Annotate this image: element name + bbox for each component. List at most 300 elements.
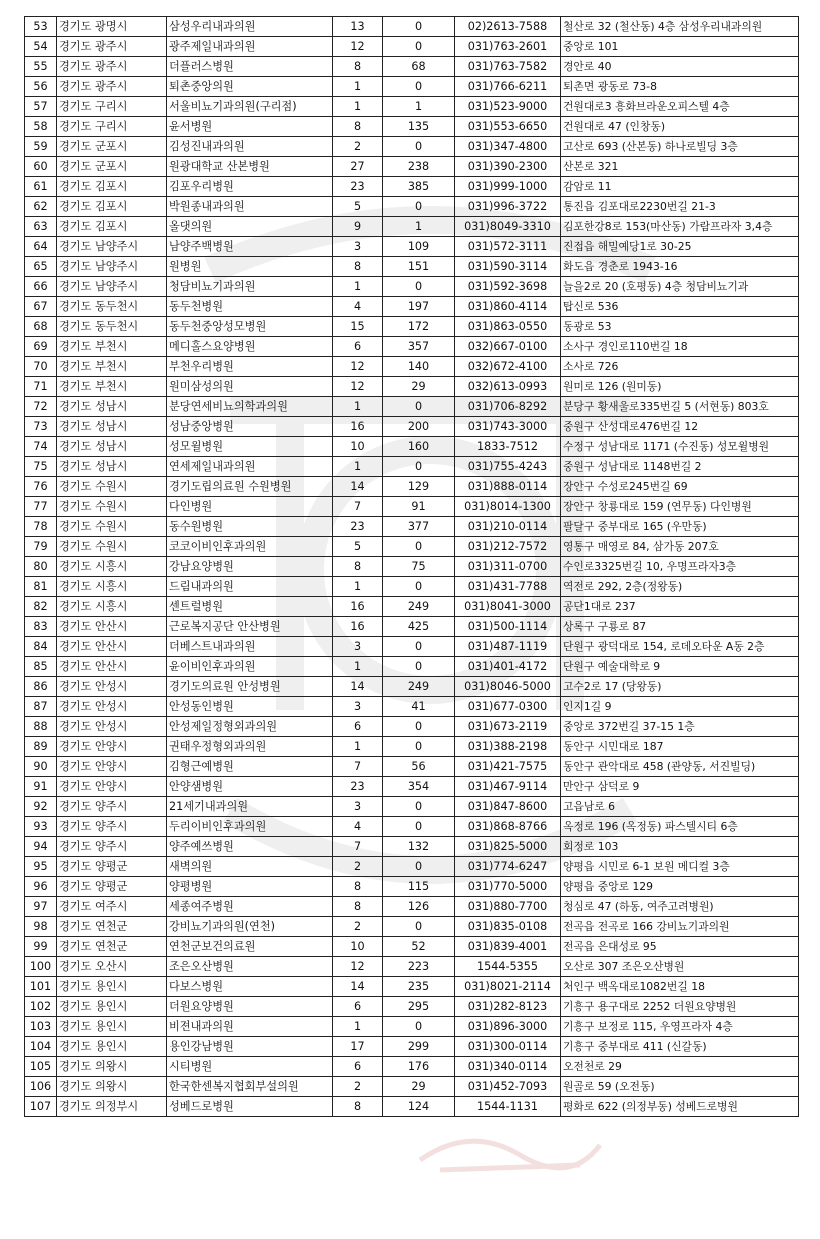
address-cell: 경안로 40 <box>561 57 799 77</box>
hospital-name-cell: 윤이비인후과의원 <box>167 657 333 677</box>
phone-cell: 1544-1131 <box>455 1097 561 1117</box>
region-cell: 경기도 김포시 <box>57 177 167 197</box>
beds-count-cell: 0 <box>383 17 455 37</box>
beds-count-cell: 151 <box>383 257 455 277</box>
doctors-count-cell: 12 <box>333 957 383 977</box>
hospital-name-cell: 청담비뇨기과의원 <box>167 277 333 297</box>
table-row <box>25 557 799 577</box>
row-number: 59 <box>25 137 57 157</box>
region-cell: 경기도 남양주시 <box>57 257 167 277</box>
phone-cell: 031)8021-2114 <box>455 977 561 997</box>
address-cell: 공단1대로 237 <box>561 597 799 617</box>
row-number: 67 <box>25 297 57 317</box>
row-number: 92 <box>25 797 57 817</box>
doctors-count-cell: 2 <box>333 857 383 877</box>
doctors-count-cell: 6 <box>333 997 383 1017</box>
row-number: 60 <box>25 157 57 177</box>
doctors-count-cell: 6 <box>333 717 383 737</box>
region-cell: 경기도 부천시 <box>57 357 167 377</box>
region-cell: 경기도 동두천시 <box>57 297 167 317</box>
address-cell: 오전천로 29 <box>561 1057 799 1077</box>
region-cell: 경기도 양주시 <box>57 817 167 837</box>
phone-cell: 031)996-3722 <box>455 197 561 217</box>
table-row <box>25 37 799 57</box>
beds-count-cell: 0 <box>383 797 455 817</box>
address-cell: 전곡읍 은대성로 95 <box>561 937 799 957</box>
region-cell: 경기도 광주시 <box>57 57 167 77</box>
phone-cell: 031)592-3698 <box>455 277 561 297</box>
hospital-name-cell: 양주예쓰병원 <box>167 837 333 857</box>
doctors-count-cell: 7 <box>333 837 383 857</box>
region-cell: 경기도 동두천시 <box>57 317 167 337</box>
beds-count-cell: 197 <box>383 297 455 317</box>
row-number: 107 <box>25 1097 57 1117</box>
hospital-name-cell: 안양샘병원 <box>167 777 333 797</box>
row-number: 101 <box>25 977 57 997</box>
table-row <box>25 317 799 337</box>
table-row <box>25 537 799 557</box>
hospital-name-cell: 광주제일내과의원 <box>167 37 333 57</box>
row-number: 73 <box>25 417 57 437</box>
region-cell: 경기도 부천시 <box>57 337 167 357</box>
row-number: 93 <box>25 817 57 837</box>
beds-count-cell: 172 <box>383 317 455 337</box>
phone-cell: 031)8046-5000 <box>455 677 561 697</box>
region-cell: 경기도 안산시 <box>57 657 167 677</box>
address-cell: 회정로 103 <box>561 837 799 857</box>
table-row <box>25 997 799 1017</box>
address-cell: 산본로 321 <box>561 157 799 177</box>
address-cell: 양평읍 시민로 6-1 보원 메디컬 3층 <box>561 857 799 877</box>
region-cell: 경기도 의왕시 <box>57 1057 167 1077</box>
doctors-count-cell: 6 <box>333 337 383 357</box>
address-cell: 소사로 726 <box>561 357 799 377</box>
row-number: 58 <box>25 117 57 137</box>
table-row <box>25 1077 799 1097</box>
hospital-name-cell: 시티병원 <box>167 1057 333 1077</box>
region-cell: 경기도 안양시 <box>57 757 167 777</box>
beds-count-cell: 425 <box>383 617 455 637</box>
doctors-count-cell: 27 <box>333 157 383 177</box>
row-number: 65 <box>25 257 57 277</box>
row-number: 104 <box>25 1037 57 1057</box>
address-cell: 탑신로 536 <box>561 297 799 317</box>
doctors-count-cell: 3 <box>333 797 383 817</box>
hospital-name-cell: 더베스트내과의원 <box>167 637 333 657</box>
region-cell: 경기도 구리시 <box>57 97 167 117</box>
hospital-name-cell: 김포우리병원 <box>167 177 333 197</box>
doctors-count-cell: 8 <box>333 897 383 917</box>
beds-count-cell: 75 <box>383 557 455 577</box>
table-row <box>25 357 799 377</box>
row-number: 85 <box>25 657 57 677</box>
beds-count-cell: 115 <box>383 877 455 897</box>
phone-cell: 031)868-8766 <box>455 817 561 837</box>
hospital-name-cell: 더원요양병원 <box>167 997 333 1017</box>
row-number: 94 <box>25 837 57 857</box>
phone-cell: 031)390-2300 <box>455 157 561 177</box>
doctors-count-cell: 10 <box>333 437 383 457</box>
phone-cell: 031)677-0300 <box>455 697 561 717</box>
address-cell: 고산로 693 (산본동) 하나로빌딩 3층 <box>561 137 799 157</box>
doctors-count-cell: 4 <box>333 297 383 317</box>
phone-cell: 1833-7512 <box>455 437 561 457</box>
address-cell: 수정구 성남대로 1171 (수진동) 성모윌병원 <box>561 437 799 457</box>
beds-count-cell: 0 <box>383 917 455 937</box>
table-row <box>25 297 799 317</box>
region-cell: 경기도 용인시 <box>57 977 167 997</box>
row-number: 55 <box>25 57 57 77</box>
row-number: 96 <box>25 877 57 897</box>
doctors-count-cell: 23 <box>333 177 383 197</box>
row-number: 56 <box>25 77 57 97</box>
region-cell: 경기도 시흥시 <box>57 597 167 617</box>
beds-count-cell: 0 <box>383 537 455 557</box>
beds-count-cell: 126 <box>383 897 455 917</box>
row-number: 76 <box>25 477 57 497</box>
phone-cell: 031)863-0550 <box>455 317 561 337</box>
address-cell: 동안구 시민대로 187 <box>561 737 799 757</box>
table-row <box>25 957 799 977</box>
phone-cell: 031)311-0700 <box>455 557 561 577</box>
phone-cell: 032)667-0100 <box>455 337 561 357</box>
row-number: 62 <box>25 197 57 217</box>
row-number: 88 <box>25 717 57 737</box>
beds-count-cell: 41 <box>383 697 455 717</box>
doctors-count-cell: 9 <box>333 217 383 237</box>
address-cell: 동안구 관악대로 458 (관양동, 서진빌딩) <box>561 757 799 777</box>
table-row <box>25 677 799 697</box>
region-cell: 경기도 용인시 <box>57 1037 167 1057</box>
doctors-count-cell: 14 <box>333 977 383 997</box>
region-cell: 경기도 성남시 <box>57 437 167 457</box>
table-row <box>25 777 799 797</box>
beds-count-cell: 132 <box>383 837 455 857</box>
beds-count-cell: 0 <box>383 1017 455 1037</box>
table-row <box>25 437 799 457</box>
address-cell: 옥정로 196 (옥정동) 파스텔시티 6층 <box>561 817 799 837</box>
doctors-count-cell: 1 <box>333 457 383 477</box>
address-cell: 원골로 59 (오전동) <box>561 1077 799 1097</box>
hospital-name-cell: 김형근예병원 <box>167 757 333 777</box>
region-cell: 경기도 양평군 <box>57 877 167 897</box>
row-number: 98 <box>25 917 57 937</box>
doctors-count-cell: 2 <box>333 917 383 937</box>
phone-cell: 031)401-4172 <box>455 657 561 677</box>
hospital-name-cell: 드림내과의원 <box>167 577 333 597</box>
phone-cell: 031)880-7700 <box>455 897 561 917</box>
row-number: 72 <box>25 397 57 417</box>
table-row <box>25 817 799 837</box>
hospital-name-cell: 용인강남병원 <box>167 1037 333 1057</box>
hospital-name-cell: 조은오산병원 <box>167 957 333 977</box>
table-row <box>25 1037 799 1057</box>
beds-count-cell: 140 <box>383 357 455 377</box>
doctors-count-cell: 1 <box>333 97 383 117</box>
phone-cell: 032)672-4100 <box>455 357 561 377</box>
beds-count-cell: 299 <box>383 1037 455 1057</box>
doctors-count-cell: 4 <box>333 817 383 837</box>
region-cell: 경기도 안산시 <box>57 637 167 657</box>
phone-cell: 031)212-7572 <box>455 537 561 557</box>
phone-cell: 031)467-9114 <box>455 777 561 797</box>
beds-count-cell: 0 <box>383 277 455 297</box>
table-row <box>25 917 799 937</box>
region-cell: 경기도 오산시 <box>57 957 167 977</box>
row-number: 106 <box>25 1077 57 1097</box>
beds-count-cell: 160 <box>383 437 455 457</box>
phone-cell: 031)8014-1300 <box>455 497 561 517</box>
region-cell: 경기도 수원시 <box>57 517 167 537</box>
hospital-name-cell: 다인병원 <box>167 497 333 517</box>
phone-cell: 031)860-4114 <box>455 297 561 317</box>
address-cell: 기흥구 중부대로 411 (신갈동) <box>561 1037 799 1057</box>
hospital-name-cell: 동두천중앙성모병원 <box>167 317 333 337</box>
row-number: 63 <box>25 217 57 237</box>
table-row <box>25 177 799 197</box>
region-cell: 경기도 김포시 <box>57 217 167 237</box>
row-number: 74 <box>25 437 57 457</box>
address-cell: 청심로 47 (하동, 여주고려병원) <box>561 897 799 917</box>
doctors-count-cell: 17 <box>333 1037 383 1057</box>
phone-cell: 031)673-2119 <box>455 717 561 737</box>
doctors-count-cell: 15 <box>333 317 383 337</box>
hospital-name-cell: 근로복지공단 안산병원 <box>167 617 333 637</box>
hospital-table <box>24 16 799 1117</box>
beds-count-cell: 29 <box>383 377 455 397</box>
beds-count-cell: 223 <box>383 957 455 977</box>
beds-count-cell: 235 <box>383 977 455 997</box>
address-cell: 퇴촌면 광동로 73-8 <box>561 77 799 97</box>
region-cell: 경기도 안산시 <box>57 617 167 637</box>
row-number: 75 <box>25 457 57 477</box>
region-cell: 경기도 용인시 <box>57 997 167 1017</box>
row-number: 103 <box>25 1017 57 1037</box>
stamp-mark <box>410 1120 610 1180</box>
address-cell: 장안구 창룡대로 159 (연무동) 다인병원 <box>561 497 799 517</box>
hospital-name-cell: 윤서병원 <box>167 117 333 137</box>
phone-cell: 1544-5355 <box>455 957 561 977</box>
region-cell: 경기도 양주시 <box>57 797 167 817</box>
address-cell: 중앙로 372번길 37-15 1층 <box>561 717 799 737</box>
row-number: 77 <box>25 497 57 517</box>
beds-count-cell: 29 <box>383 1077 455 1097</box>
phone-cell: 031)572-3111 <box>455 237 561 257</box>
doctors-count-cell: 1 <box>333 277 383 297</box>
hospital-name-cell: 연천군보건의료원 <box>167 937 333 957</box>
phone-cell: 032)613-0993 <box>455 377 561 397</box>
address-cell: 늘을2로 20 (호평동) 4층 청담비뇨기과 <box>561 277 799 297</box>
beds-count-cell: 0 <box>383 577 455 597</box>
region-cell: 경기도 광주시 <box>57 37 167 57</box>
hospital-name-cell: 양평병원 <box>167 877 333 897</box>
region-cell: 경기도 성남시 <box>57 457 167 477</box>
beds-count-cell: 68 <box>383 57 455 77</box>
hospital-name-cell: 동수원병원 <box>167 517 333 537</box>
hospital-name-cell: 분당연세비뇨의학과의원 <box>167 397 333 417</box>
beds-count-cell: 129 <box>383 477 455 497</box>
phone-cell: 031)421-7575 <box>455 757 561 777</box>
table-row <box>25 657 799 677</box>
table-row <box>25 237 799 257</box>
address-cell: 감암로 11 <box>561 177 799 197</box>
doctors-count-cell: 1 <box>333 737 383 757</box>
hospital-name-cell: 더플러스병원 <box>167 57 333 77</box>
phone-cell: 031)523-9000 <box>455 97 561 117</box>
doctors-count-cell: 8 <box>333 57 383 77</box>
beds-count-cell: 0 <box>383 37 455 57</box>
table-row <box>25 977 799 997</box>
region-cell: 경기도 여주시 <box>57 897 167 917</box>
table-row <box>25 417 799 437</box>
row-number: 66 <box>25 277 57 297</box>
row-number: 90 <box>25 757 57 777</box>
hospital-name-cell: 두리이비인후과의원 <box>167 817 333 837</box>
doctors-count-cell: 7 <box>333 497 383 517</box>
table-row <box>25 217 799 237</box>
table-row <box>25 497 799 517</box>
hospital-name-cell: 성베드로병원 <box>167 1097 333 1117</box>
beds-count-cell: 91 <box>383 497 455 517</box>
beds-count-cell: 0 <box>383 717 455 737</box>
hospital-name-cell: 경기도의료원 안성병원 <box>167 677 333 697</box>
beds-count-cell: 0 <box>383 77 455 97</box>
doctors-count-cell: 14 <box>333 477 383 497</box>
table-row <box>25 897 799 917</box>
table-row <box>25 937 799 957</box>
doctors-count-cell: 8 <box>333 257 383 277</box>
phone-cell: 031)774-6247 <box>455 857 561 877</box>
row-number: 89 <box>25 737 57 757</box>
address-cell: 김포한강8로 153(마산동) 가람프라자 3,4층 <box>561 217 799 237</box>
region-cell: 경기도 남양주시 <box>57 277 167 297</box>
phone-cell: 031)825-5000 <box>455 837 561 857</box>
phone-cell: 031)452-7093 <box>455 1077 561 1097</box>
region-cell: 경기도 광주시 <box>57 77 167 97</box>
beds-count-cell: 1 <box>383 97 455 117</box>
region-cell: 경기도 양평군 <box>57 857 167 877</box>
table-row <box>25 117 799 137</box>
hospital-name-cell: 비젼내과의원 <box>167 1017 333 1037</box>
hospital-name-cell: 서울비뇨기과의원(구리점) <box>167 97 333 117</box>
region-cell: 경기도 의왕시 <box>57 1077 167 1097</box>
beds-count-cell: 0 <box>383 737 455 757</box>
table-row <box>25 377 799 397</box>
beds-count-cell: 176 <box>383 1057 455 1077</box>
region-cell: 경기도 안양시 <box>57 777 167 797</box>
beds-count-cell: 1 <box>383 217 455 237</box>
region-cell: 경기도 남양주시 <box>57 237 167 257</box>
address-cell: 고읍남로 6 <box>561 797 799 817</box>
phone-cell: 02)2613-7588 <box>455 17 561 37</box>
doctors-count-cell: 1 <box>333 397 383 417</box>
hospital-name-cell: 부천우리병원 <box>167 357 333 377</box>
doctors-count-cell: 12 <box>333 377 383 397</box>
region-cell: 경기도 의정부시 <box>57 1097 167 1117</box>
hospital-name-cell: 김성진내과의원 <box>167 137 333 157</box>
doctors-count-cell: 7 <box>333 757 383 777</box>
table-row <box>25 197 799 217</box>
hospital-name-cell: 박원종내과의원 <box>167 197 333 217</box>
hospital-name-cell: 동두천병원 <box>167 297 333 317</box>
address-cell: 중원구 산성대로476번길 12 <box>561 417 799 437</box>
address-cell: 역전로 292, 2층(정왕동) <box>561 577 799 597</box>
row-number: 102 <box>25 997 57 1017</box>
doctors-count-cell: 8 <box>333 557 383 577</box>
address-cell: 양평읍 중앙로 129 <box>561 877 799 897</box>
address-cell: 건원대로3 흥화브라운오피스텔 4층 <box>561 97 799 117</box>
phone-cell: 031)300-0114 <box>455 1037 561 1057</box>
table-row <box>25 717 799 737</box>
phone-cell: 031)763-2601 <box>455 37 561 57</box>
address-cell: 기흥구 용구대로 2252 더원요양병원 <box>561 997 799 1017</box>
address-cell: 동광로 53 <box>561 317 799 337</box>
phone-cell: 031)553-6650 <box>455 117 561 137</box>
row-number: 95 <box>25 857 57 877</box>
region-cell: 경기도 김포시 <box>57 197 167 217</box>
doctors-count-cell: 1 <box>333 657 383 677</box>
row-number: 79 <box>25 537 57 557</box>
doctors-count-cell: 1 <box>333 577 383 597</box>
table-row <box>25 517 799 537</box>
beds-count-cell: 295 <box>383 997 455 1017</box>
table-row <box>25 597 799 617</box>
hospital-name-cell: 성남중앙병원 <box>167 417 333 437</box>
beds-count-cell: 135 <box>383 117 455 137</box>
phone-cell: 031)999-1000 <box>455 177 561 197</box>
address-cell: 진접읍 해밀예당1로 30-25 <box>561 237 799 257</box>
doctors-count-cell: 23 <box>333 517 383 537</box>
phone-cell: 031)706-8292 <box>455 397 561 417</box>
table-row <box>25 457 799 477</box>
region-cell: 경기도 용인시 <box>57 1017 167 1037</box>
row-number: 86 <box>25 677 57 697</box>
doctors-count-cell: 8 <box>333 877 383 897</box>
phone-cell: 031)340-0114 <box>455 1057 561 1077</box>
phone-cell: 031)487-1119 <box>455 637 561 657</box>
beds-count-cell: 109 <box>383 237 455 257</box>
region-cell: 경기도 연천군 <box>57 937 167 957</box>
doctors-count-cell: 23 <box>333 777 383 797</box>
address-cell: 기흥구 보정로 115, 우영프라자 4층 <box>561 1017 799 1037</box>
phone-cell: 031)210-0114 <box>455 517 561 537</box>
table-row <box>25 77 799 97</box>
row-number: 78 <box>25 517 57 537</box>
beds-count-cell: 0 <box>383 457 455 477</box>
phone-cell: 031)896-3000 <box>455 1017 561 1037</box>
hospital-name-cell: 남양주백병원 <box>167 237 333 257</box>
address-cell: 상록구 구룡로 87 <box>561 617 799 637</box>
address-cell: 단원구 광덕대로 154, 로데오타운 A동 2층 <box>561 637 799 657</box>
table-row <box>25 857 799 877</box>
doctors-count-cell: 12 <box>333 37 383 57</box>
hospital-name-cell: 삼성우리내과의원 <box>167 17 333 37</box>
beds-count-cell: 0 <box>383 657 455 677</box>
phone-cell: 031)388-2198 <box>455 737 561 757</box>
hospital-name-cell: 안성동인병원 <box>167 697 333 717</box>
row-number: 100 <box>25 957 57 977</box>
row-number: 53 <box>25 17 57 37</box>
doctors-count-cell: 5 <box>333 197 383 217</box>
address-cell: 인지1길 9 <box>561 697 799 717</box>
phone-cell: 031)888-0114 <box>455 477 561 497</box>
table-row <box>25 1097 799 1117</box>
address-cell: 철산로 32 (철산동) 4층 삼성우리내과의원 <box>561 17 799 37</box>
row-number: 105 <box>25 1057 57 1077</box>
doctors-count-cell: 16 <box>333 417 383 437</box>
row-number: 91 <box>25 777 57 797</box>
table-row <box>25 337 799 357</box>
